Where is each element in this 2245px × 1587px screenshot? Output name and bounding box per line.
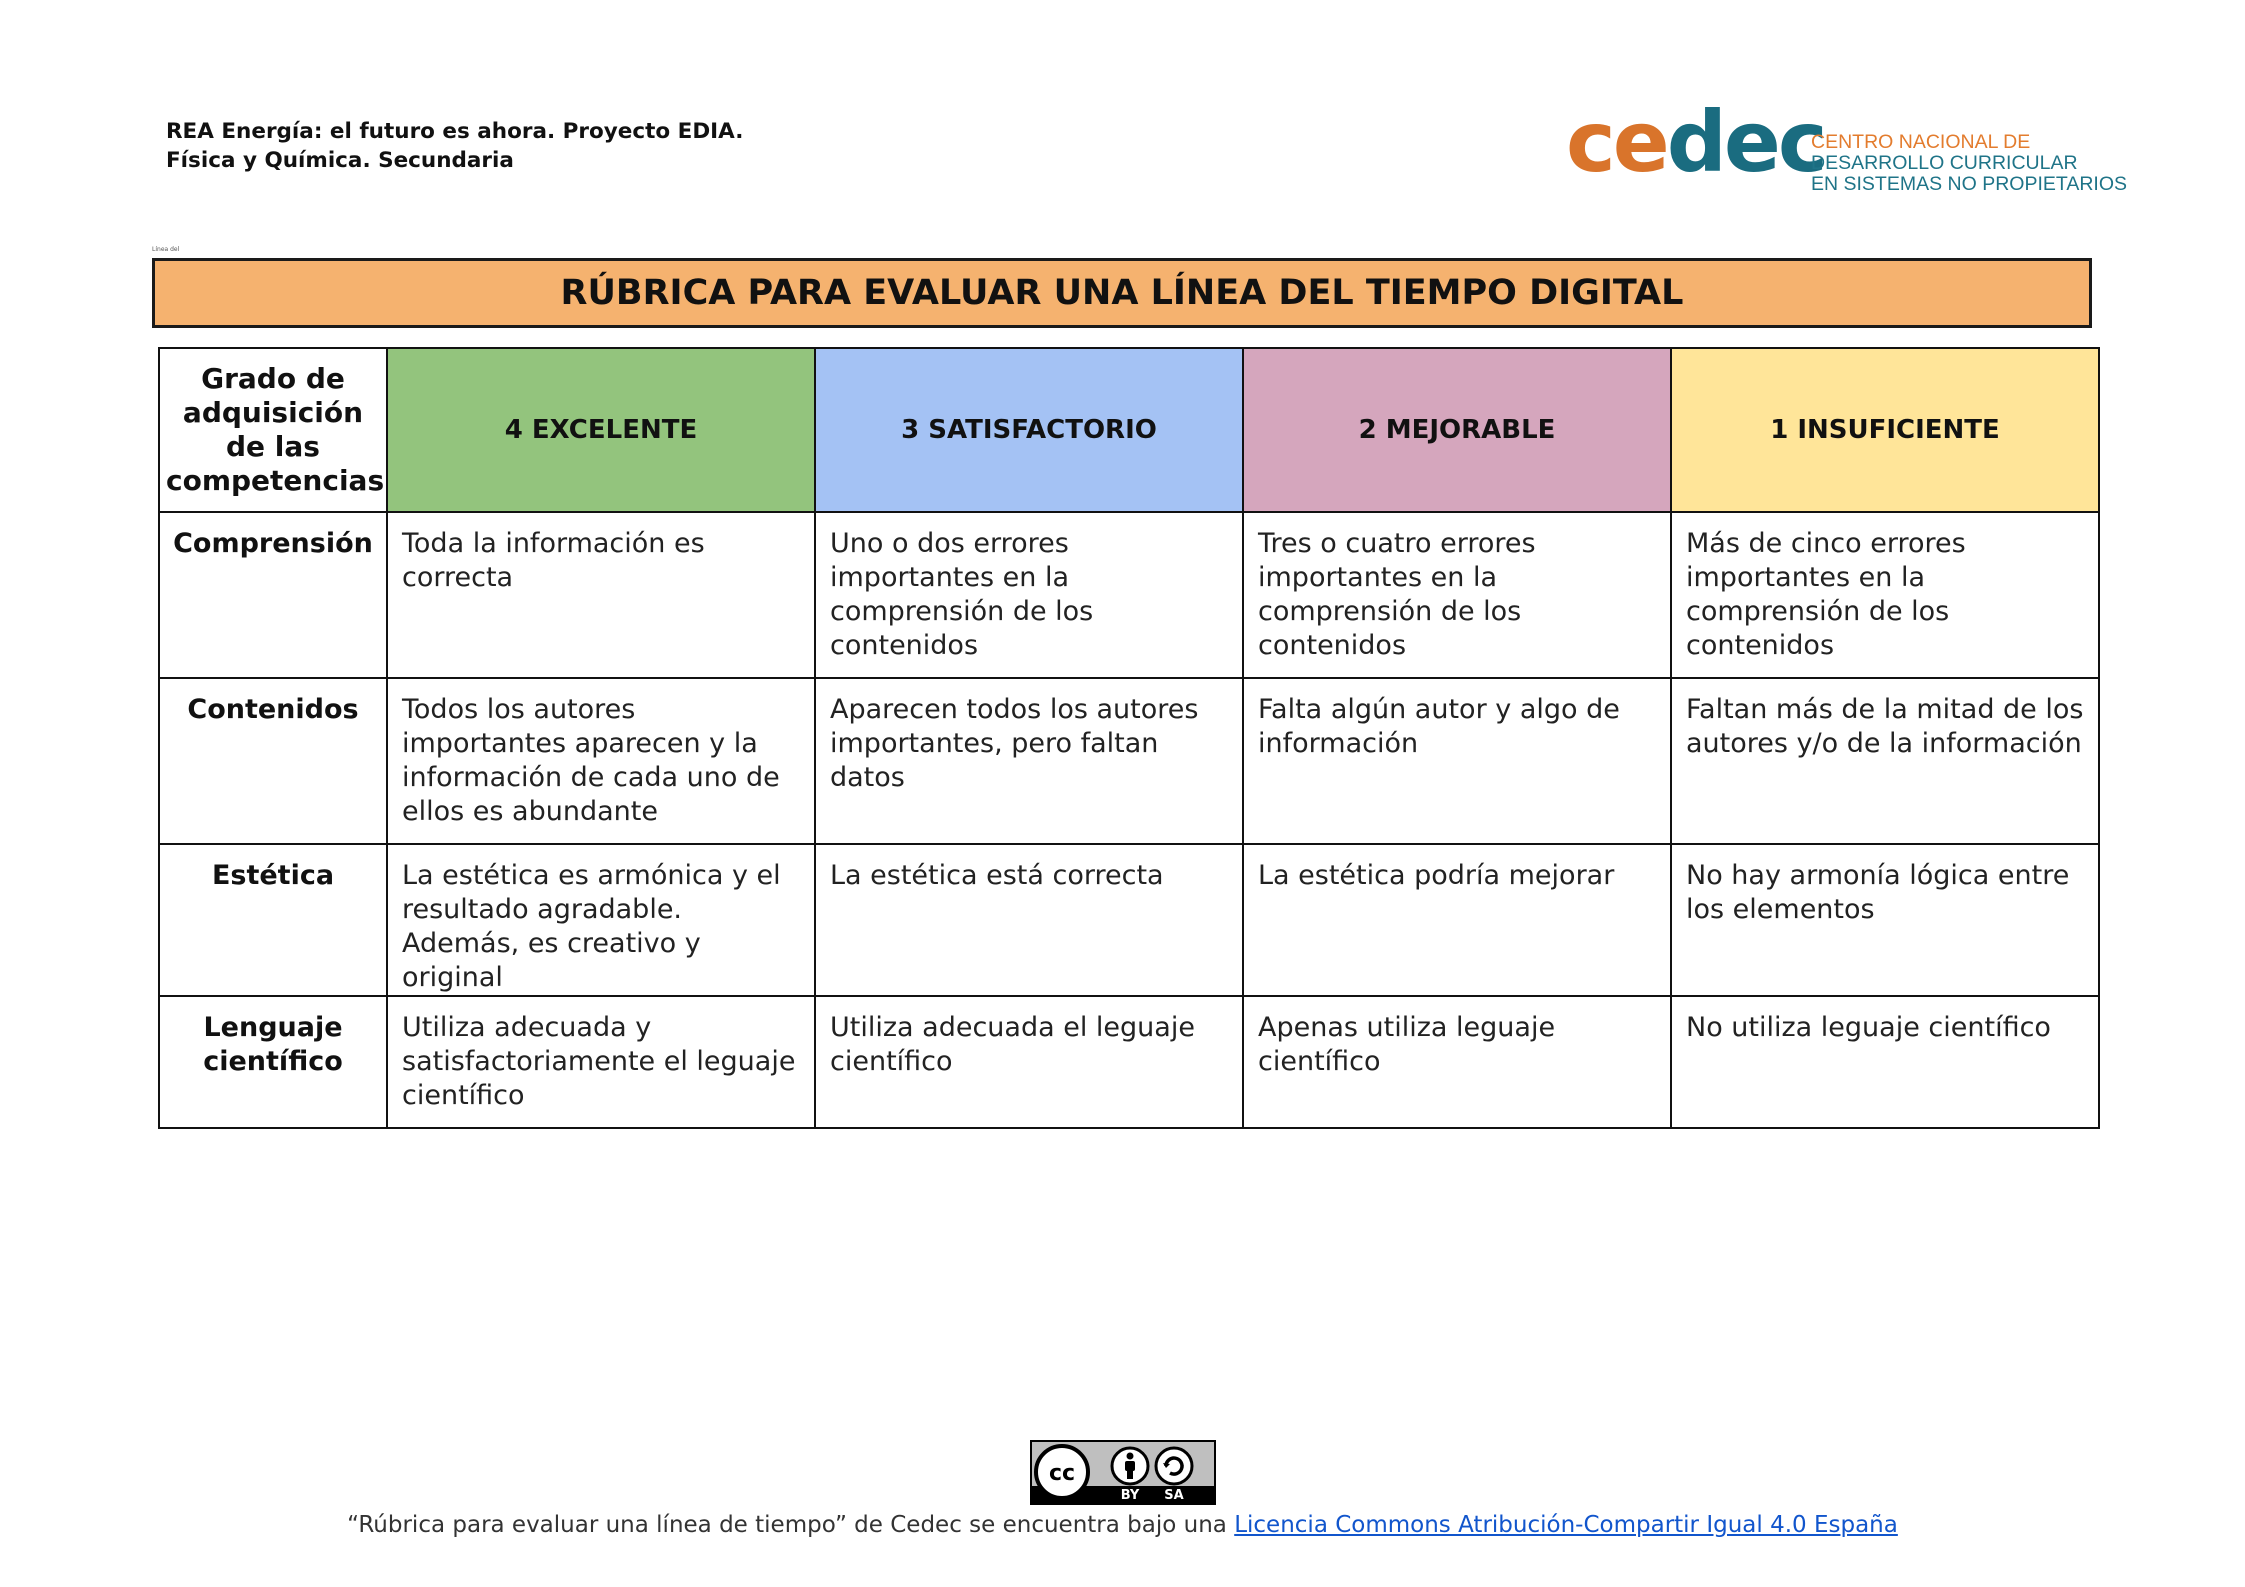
tiny-label: Línea del	[152, 246, 180, 253]
rubric-table	[158, 347, 2100, 1129]
cedec-logo	[1566, 93, 2128, 200]
cc-license-badge[interactable]	[1030, 1440, 1216, 1505]
table-cell: La estética está correcta	[815, 844, 1243, 996]
criterion-label: Estética	[159, 844, 387, 996]
rubric-title: RÚBRICA PARA EVALUAR UNA LÍNEA DEL TIEMPO DIGITAL	[152, 258, 2092, 328]
table-cell: Tres o cuatro errores importantes en la comprensión de los contenidos	[1243, 512, 1671, 678]
criterion-label: Contenidos	[159, 678, 387, 844]
table-row	[159, 844, 2099, 996]
cc-sa-label: SA	[1163, 1488, 1184, 1503]
table-cell: Faltan más de la mitad de los autores y/o de la información	[1671, 678, 2099, 844]
table-cell: Utiliza adecuada el leguaje científico	[815, 996, 1243, 1128]
criterion-label: Lenguaje científico	[159, 996, 387, 1128]
table-cell: Apenas utiliza leguaje científico	[1243, 996, 1671, 1128]
table-cell: La estética es armónica y el resultado agradable. Además, es creativo y original	[387, 844, 815, 996]
table-cell: No hay armonía lógica entre los elementos	[1671, 844, 2099, 996]
level-header-1: 1 INSUFICIENTE	[1671, 348, 2099, 512]
table-row	[159, 996, 2099, 1128]
table-cell: No utiliza leguaje científico	[1671, 996, 2099, 1128]
level-header-2: 2 MEJORABLE	[1243, 348, 1671, 512]
cedec-subtitle: CENTRO NACIONAL DE DESARROLLO CURRICULAR EN SISTEMAS NO PROPIETARIOS	[1811, 131, 2128, 195]
criterion-label: Comprensión	[159, 512, 387, 678]
cc-by-sa-icon	[1032, 1442, 1214, 1503]
table-cell: Falta algún autor y algo de información	[1243, 678, 1671, 844]
cedec-wordmark: cedec	[1566, 93, 1825, 191]
table-cell: Más de cinco errores importantes en la comprensión de los contenidos	[1671, 512, 2099, 678]
license-line	[0, 1512, 2245, 1538]
table-cell: Utiliza adecuada y satisfactoriamente el leguaje científico	[387, 996, 815, 1128]
document-header	[166, 117, 743, 175]
header-line-2: Física y Química. Secundaria	[166, 148, 514, 173]
license-link[interactable]: Licencia Commons Atribución-Compartir Igual 4.0 España	[1234, 1512, 1898, 1538]
table-cell: La estética podría mejorar	[1243, 844, 1671, 996]
level-header-3: 3 SATISFACTORIO	[815, 348, 1243, 512]
header-line-1: REA Energía: el futuro es ahora. Proyecto EDIA.	[166, 119, 744, 144]
table-cell: Uno o dos errores importantes en la comprensión de los contenidos	[815, 512, 1243, 678]
footer	[0, 1440, 2245, 1509]
table-cell: Toda la información es correcta	[387, 512, 815, 678]
corner-header: Grado de adquisición de las competencias	[159, 348, 387, 512]
table-row	[159, 678, 2099, 844]
cc-by-label: BY	[1120, 1488, 1139, 1503]
table-row	[159, 512, 2099, 678]
level-header-4: 4 EXCELENTE	[387, 348, 815, 512]
table-cell: Aparecen todos los autores importantes, pero faltan datos	[815, 678, 1243, 844]
table-header-row	[159, 348, 2099, 512]
license-text: “Rúbrica para evaluar una línea de tiempo” de Cedec se encuentra bajo una	[347, 1512, 1235, 1538]
cc-logo-text: cc	[1048, 1461, 1075, 1486]
table-cell: Todos los autores importantes aparecen y la información de cada uno de ellos es abundante	[387, 678, 815, 844]
